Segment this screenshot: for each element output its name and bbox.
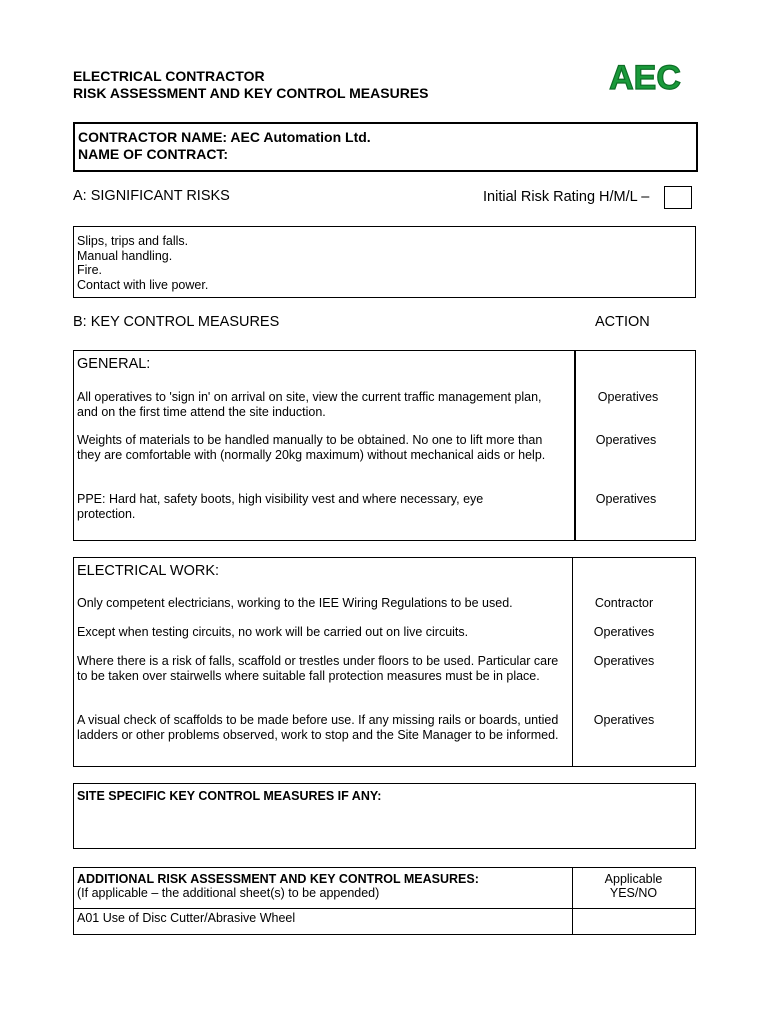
risk-item: Contact with live power.	[77, 278, 209, 292]
section-b-title: B: KEY CONTROL MEASURES	[73, 314, 280, 330]
additional-row-applicable[interactable]	[573, 911, 695, 933]
electrical-item-action: Contractor	[594, 596, 654, 610]
contract-name: NAME OF CONTRACT:	[78, 146, 229, 162]
electrical-box	[73, 557, 696, 767]
applicable-header-line2: YES/NO	[609, 886, 658, 900]
general-item-action: Operatives	[595, 433, 657, 447]
aec-logo-text: AEC	[609, 59, 681, 96]
additional-subtitle: (If applicable – the additional sheet(s) to be appended)	[77, 886, 380, 900]
significant-risks-box	[73, 226, 696, 298]
electrical-item-text: A visual check of scaffolds to be made before use. If any missing rails or boards, untied ladders or other problems observed, work to stop and the Site Manager to be informed.	[77, 713, 559, 742]
risk-item: Manual handling.	[77, 249, 173, 263]
additional-row-label: A01 Use of Disc Cutter/Abrasive Wheel	[77, 911, 296, 925]
additional-table	[73, 867, 696, 935]
header-title-line1: ELECTRICAL CONTRACTOR	[73, 68, 265, 84]
header-title-line2: RISK ASSESSMENT AND KEY CONTROL MEASURES	[73, 85, 429, 101]
general-title: GENERAL:	[77, 356, 151, 372]
applicable-header-line1: Applicable	[604, 872, 663, 886]
risk-item: Fire.	[77, 263, 102, 277]
general-item-action: Operatives	[597, 390, 659, 404]
general-item-action: Operatives	[595, 492, 657, 506]
risk-rating-input[interactable]	[664, 186, 692, 209]
additional-title: ADDITIONAL RISK ASSESSMENT AND KEY CONTROL MEASURES:	[77, 872, 479, 886]
risk-rating-label: Initial Risk Rating H/M/L –	[483, 189, 650, 205]
general-item-text: Weights of materials to be handled manually to be obtained. No one to lift more than they are comfortable with (normally 20kg maximum) without mechanical aids or help.	[77, 433, 546, 462]
risk-item: Slips, trips and falls.	[77, 234, 189, 248]
contractor-name: CONTRACTOR NAME: AEC Automation Ltd.	[78, 129, 371, 145]
electrical-item-action: Operatives	[593, 654, 655, 668]
electrical-item-text: Where there is a risk of falls, scaffold or trestles under floors to be used. Particular care to be taken over stairwells where suitable fall protection measures must be in place.	[77, 654, 559, 683]
electrical-item-action: Operatives	[593, 625, 655, 639]
action-header: ACTION	[595, 314, 650, 330]
electrical-item-action: Operatives	[593, 713, 655, 727]
additional-row-divider	[74, 908, 695, 909]
general-item-text: All operatives to 'sign in' on arrival on site, view the current traffic management plan, and on the first time attend the site induction.	[77, 390, 542, 419]
electrical-item-text: Only competent electricians, working to the IEE Wiring Regulations to be used.	[77, 596, 513, 610]
site-specific-title: SITE SPECIFIC KEY CONTROL MEASURES IF ANY:	[77, 789, 382, 803]
general-item-text: PPE: Hard hat, safety boots, high visibility vest and where necessary, eye protection.	[77, 492, 484, 521]
electrical-title: ELECTRICAL WORK:	[77, 563, 220, 579]
contractor-box	[73, 122, 698, 172]
general-box	[73, 350, 696, 541]
electrical-item-text: Except when testing circuits, no work will be carried out on live circuits.	[77, 625, 469, 639]
section-a-title: A: SIGNIFICANT RISKS	[73, 188, 230, 204]
aec-logo	[598, 58, 692, 96]
site-specific-box[interactable]	[73, 783, 696, 849]
